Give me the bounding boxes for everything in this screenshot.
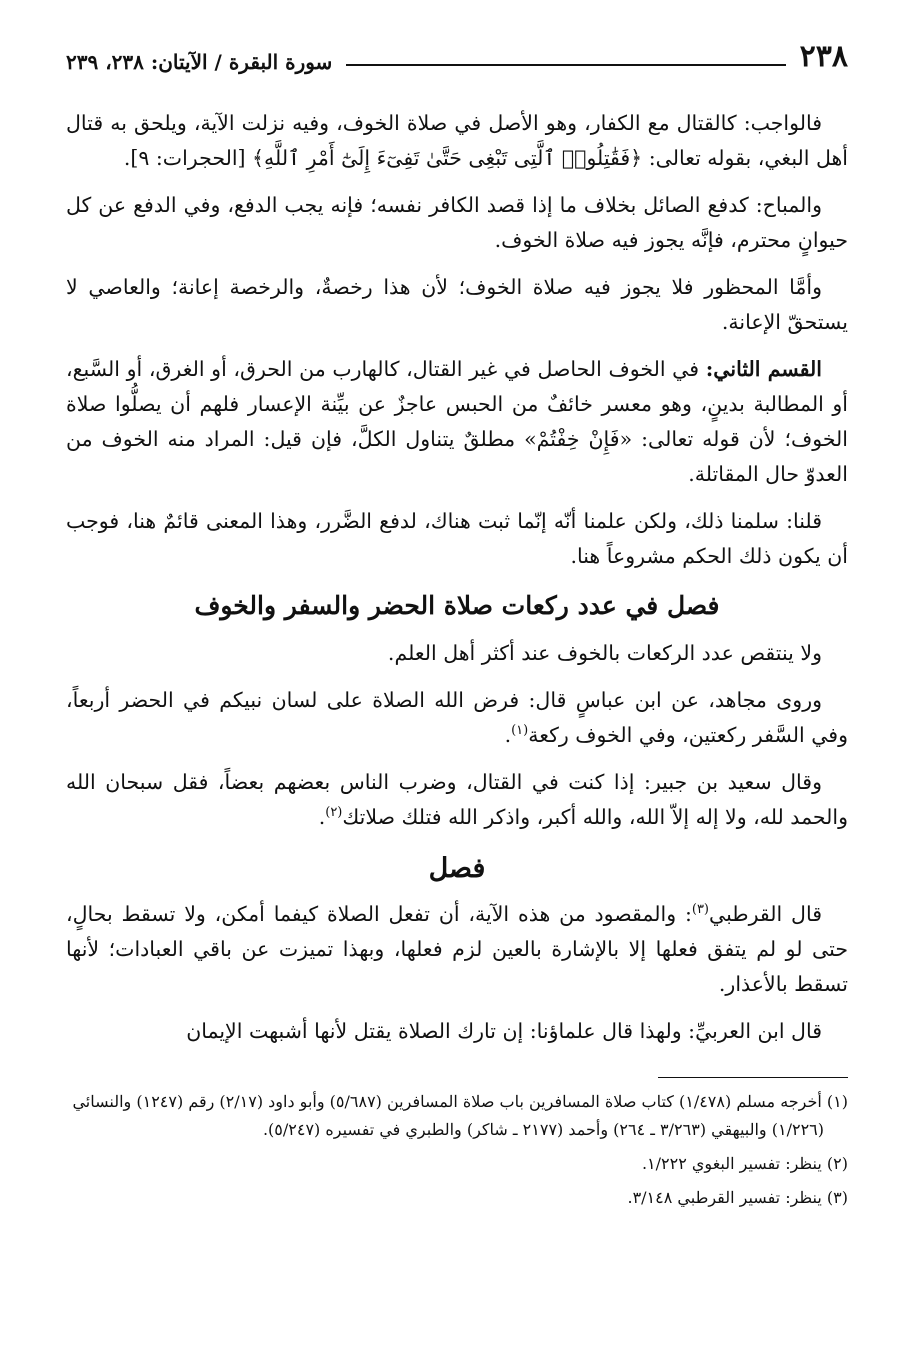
- footnote-2: (٢) ينظر: تفسير البغوي ١/٢٢٢.: [641, 1154, 848, 1173]
- footnote-ref-1[interactable]: (١): [511, 723, 529, 739]
- page-number: ٢٣٨: [799, 39, 848, 74]
- header-rule: [346, 64, 785, 66]
- footnotes: [66, 1088, 848, 1212]
- page-body: [66, 106, 848, 1049]
- paragraph-7: [66, 683, 848, 753]
- page-header: [66, 28, 848, 72]
- paragraph-4-text: في الخوف الحاصل في غير القتال، كالهارب من الحرق، أو الغرق، أو السَّبع، أو المطالبة بدينٍ، وهو معسر خائفٌ من الحبس عاجزٌ عن بيِّنة الإعسار فلهم أن يصلُّوا صلاة الخوف؛ لأن قوله تعالى: «فَإِنْ خِفْتُمْ» مطلقٌ يتناول الكلَّ، فإن قيل: المراد منه الخوف من العدوّ حال المقاتلة.: [66, 357, 848, 486]
- paragraph-4: [66, 352, 848, 492]
- paragraph-9: [66, 897, 848, 1002]
- paragraph-6: ولا ينتقص عدد الركعات بالخوف عند أكثر أهل العلم.: [387, 641, 822, 665]
- paragraph-7-text: وروى مجاهد، عن ابن عباسٍ قال: فرض الله الصلاة على لسان نبيكم في الحضر أربعاً، وفي السَّفر ركعتين، وفي الخوف ركعة: [66, 688, 848, 747]
- footnote-1: (١) أخرجه مسلم (١/٤٧٨) كتاب صلاة المسافرين باب صلاة المسافرين (٥/٦٨٧) وأبو داود (٢/١٧) رقم (١٢٤٧) والنسائي (١/٢٢٦) والبيهقي (٣/٢٦٣ ـ ٢٦٤) وأحمد (٢١٧٧ ـ شاكر) والطبري في تفسيره (٥/٢٤٧).: [72, 1092, 848, 1139]
- paragraph-9-start: قال القرطبي: [709, 902, 822, 926]
- paragraph-2: والمباح: كدفع الصائل بخلاف ما إذا قصد الكافر نفسه؛ فإنه يجب الدفع، وفي الدفع عن كل حيوانٍ محترم، فإنَّه يجوز فيه صلاة الخوف.: [66, 193, 848, 252]
- paragraph-8-text: وقال سعيد بن جبير: إذا كنت في القتال، وضرب الناس بعضهم بعضاً، فقل سبحان الله والحمد لله، ولا إله إلاّ الله، والله أكبر، واذكر الله فتلك صلاتك: [66, 770, 848, 829]
- footnote-ref-2[interactable]: (٢): [325, 805, 343, 821]
- paragraph-9-text: : والمقصود من هذه الآية، أن تفعل الصلاة كيفما أمكن، ولا تسقط بحالٍ، حتى لو لم يتفق فعلها إلا بالإشارة بالعين لزم فعلها، وبهذا تميزت عن باقي العبادات؛ لأنها تسقط بالأعذار.: [66, 902, 848, 996]
- footnote-ref-3[interactable]: (٣): [691, 902, 709, 918]
- paragraph-5: قلنا: سلمنا ذلك، ولكن علمنا أنّه إنّما ثبت هناك، لدفع الضَّرر، وهذا المعنى قائمٌ هنا، فوجب أن يكون ذلك الحكم مشروعاً هنا.: [66, 509, 848, 568]
- paragraph-3: وأمَّا المحظور فلا يجوز فيه صلاة الخوف؛ لأن هذا رخصةٌ، والرخصة إعانة؛ والعاصي لا يستحقّ الإعانة.: [66, 275, 848, 334]
- running-title: سورة البقرة / الآيتان: ٢٣٨، ٢٣٩: [66, 50, 333, 74]
- paragraph-10: قال ابن العربيِّ: ولهذا قال علماؤنا: إن تارك الصلاة يقتل لأنها أشبهت الإيمان: [186, 1019, 822, 1043]
- paragraph-8-end: .: [318, 805, 326, 829]
- paragraph-1: فالواجب: كالقتال مع الكفار، وهو الأصل في صلاة الخوف، وفيه نزلت الآية، ويلحق به قتال أهل البغي، بقوله تعالى: ﴿فَقَٰتِلُوا۟ ٱلَّتِى تَبْغِى حَتَّىٰ تَفِىٓءَ إِلَىٰٓ أَمْرِ ٱللَّهِ﴾ [الحجرات: ٩].: [66, 111, 848, 170]
- paragraph-4-lead: القسم الثاني:: [705, 357, 822, 381]
- paragraph-8: [66, 765, 848, 835]
- footnote-rule: [658, 1077, 848, 1078]
- footnote-3: (٣) ينظر: تفسير القرطبي ٣/١٤٨.: [627, 1188, 848, 1207]
- section-heading-rakaat: فصل في عدد ركعات صلاة الحضر والسفر والخوف: [194, 591, 720, 620]
- section-heading-fasl: فصل: [428, 853, 486, 884]
- paragraph-7-end: .: [504, 723, 512, 747]
